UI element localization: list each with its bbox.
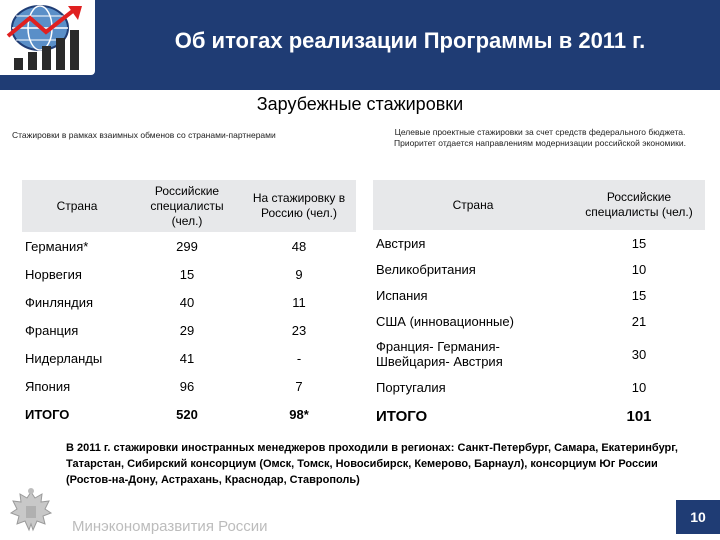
globe-growth-chart-logo-icon — [4, 2, 92, 74]
country-cell: Нидерланды — [25, 350, 103, 366]
table-row — [373, 374, 705, 400]
header-russian-specialists: Российские специалисты (чел.) — [132, 180, 242, 232]
section-subtitle: Зарубежные стажировки — [256, 94, 464, 114]
to-russia-cell: 9 — [295, 266, 303, 282]
logo — [0, 0, 95, 75]
table-header-row — [373, 180, 705, 230]
left-table-note: Стажировки в рамках взаимных обменов со странами-партнерами — [12, 130, 276, 140]
specialists-cell: 41 — [179, 350, 195, 366]
right-note-line-2: Приоритет отдается направлениям модернизации российской экономики. — [394, 138, 686, 148]
total-specialists: 101 — [626, 407, 652, 425]
table-row — [373, 256, 705, 282]
specialists-cell: 10 — [631, 379, 647, 395]
country-cell: Франция — [25, 322, 79, 338]
table-row — [22, 344, 356, 372]
to-russia-cell: 23 — [291, 322, 307, 338]
country-cell: Германия* — [25, 238, 89, 254]
to-russia-cell: - — [296, 350, 302, 366]
country-cell: Финляндия — [25, 294, 94, 310]
total-row — [22, 400, 356, 428]
country-cell: Франция- Германия- Швейцария- Австрия — [376, 339, 503, 369]
specialists-cell: 96 — [179, 378, 195, 394]
header-country: Страна — [22, 180, 132, 232]
total-label: ИТОГО — [376, 407, 428, 425]
right-table-note — [370, 127, 710, 149]
specialists-cell: 15 — [179, 266, 195, 282]
specialists-cell: 29 — [179, 322, 195, 338]
specialists-cell: 21 — [631, 313, 647, 329]
header-bar — [0, 0, 720, 90]
total-to-russia: 98* — [289, 406, 309, 422]
exchange-table — [22, 180, 356, 428]
table-row — [22, 316, 356, 344]
table-row — [22, 232, 356, 260]
table-row — [373, 334, 705, 374]
page-number: 10 — [676, 500, 720, 534]
table-header-row — [22, 180, 356, 232]
targeted-internships-table — [373, 180, 705, 432]
total-row — [373, 400, 705, 432]
table-row — [22, 288, 356, 316]
country-cell: Великобритания — [376, 261, 476, 277]
header-to-russia: На стажировку в Россию (чел.) — [242, 180, 356, 232]
specialists-cell: 15 — [631, 235, 647, 251]
table-row — [22, 372, 356, 400]
page-title: Об итогах реализации Программы в 2011 г. — [174, 28, 646, 53]
regions-summary-text: В 2011 г. стажировки иностранных менеджеров проходили в регионах: Санкт-Петербург, Самара, Екатеринбург, Татарстан, Сибирский консорциум (Омск, Томск, Новосибирск, Кемерово, Барнаул), консорциум Юг России (Ростов-на-Дону, Астрахань, Краснодар, Ставрополь) — [66, 442, 678, 486]
table-row — [22, 260, 356, 288]
ministry-name: Минэкономразвития России — [72, 518, 268, 535]
specialists-cell: 15 — [631, 287, 647, 303]
table-row — [373, 282, 705, 308]
specialists-cell: 30 — [631, 346, 647, 362]
specialists-cell: 299 — [176, 238, 198, 254]
country-cell: Япония — [25, 378, 71, 394]
country-cell: Португалия — [376, 379, 446, 395]
country-cell: Норвегия — [25, 266, 82, 282]
country-cell: США (инновационные) — [376, 313, 514, 329]
country-cell: Испания — [376, 287, 428, 303]
to-russia-cell: 11 — [292, 294, 306, 310]
header-russian-specialists: Российские специалисты (чел.) — [573, 180, 705, 230]
country-cell: Австрия — [376, 235, 426, 251]
total-specialists: 520 — [176, 406, 198, 422]
table-row — [373, 230, 705, 256]
specialists-cell: 40 — [179, 294, 195, 310]
specialists-cell: 10 — [631, 261, 647, 277]
to-russia-cell: 48 — [291, 238, 307, 254]
table-row — [373, 308, 705, 334]
header-country: Страна — [373, 180, 573, 230]
total-label: ИТОГО — [25, 406, 70, 422]
double-headed-eagle-emblem-icon — [6, 486, 56, 536]
right-note-line-1: Целевые проектные стажировки за счет средств федерального бюджета. — [394, 127, 686, 137]
to-russia-cell: 7 — [295, 378, 303, 394]
